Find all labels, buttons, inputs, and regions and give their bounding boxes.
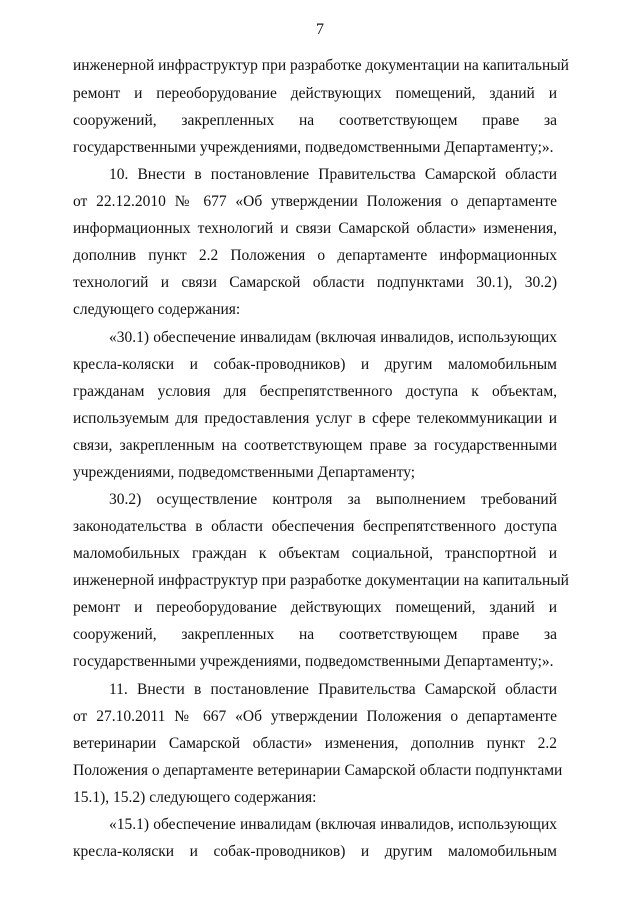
text-line: кресла-коляски и собак-проводников) и другим маломобильным [73, 843, 557, 860]
text-line: ремонт и переоборудование действующих помещений, зданий и [73, 85, 557, 102]
text-line: учреждениями, подведомственными Департаменту; [73, 464, 416, 481]
text-line: дополнив пункт 2.2 Положения о департаменте информационных [73, 247, 557, 264]
text-line: инженерной инфраструктур при разработке документации на капитальный [73, 572, 569, 589]
text-line: используемым для предоставления услуг в сфере телекоммуникации и [73, 410, 557, 427]
text-line: информационных технологий и связи Самарской области» изменения, [73, 220, 557, 237]
text-line: технологий и связи Самарской области подпунктами 30.1), 30.2) [73, 274, 557, 291]
text-line: «30.1) обеспечение инвалидам (включая инвалидов, использующих [109, 329, 557, 346]
text-line: от 22.12.2010 № 677 «Об утверждении Положения о департаменте [73, 193, 557, 210]
text-line: государственными учреждениями, подведомственными Департаменту;». [73, 139, 554, 156]
text-line: следующего содержания: [73, 301, 241, 318]
text-line: государственными учреждениями, подведомственными Департаменту;». [73, 653, 554, 670]
text-line: Положения о департаменте ветеринарии Самарской области подпунктами [73, 762, 563, 779]
text-line: связи, закрепленным на соответствующем праве за государственными [73, 437, 557, 454]
text-line: инженерной инфраструктур при разработке документации на капитальный [73, 57, 569, 74]
text-line: ветеринарии Самарской области» изменения, дополнив пункт 2.2 [73, 735, 557, 752]
text-line: сооружений, закрепленных на соответствующем праве за [73, 626, 557, 643]
text-line: гражданам условия для беспрепятственного доступа к объектам, [73, 383, 557, 400]
text-line: 10. Внести в постановление Правительства Самарской области [109, 166, 557, 183]
text-line: сооружений, закрепленных на соответствующем праве за [73, 112, 557, 129]
text-line: законодательства в области обеспечения беспрепятственного доступа [73, 518, 557, 535]
text-line: «15.1) обеспечение инвалидам (включая инвалидов, использующих [109, 816, 557, 833]
text-line: ремонт и переоборудование действующих помещений, зданий и [73, 599, 557, 616]
text-line: маломобильных граждан к объектам социальной, транспортной и [73, 545, 557, 562]
text-line: от 27.10.2011 № 667 «Об утверждении Положения о департаменте [73, 708, 557, 725]
text-line: 15.1), 15.2) следующего содержания: [73, 789, 317, 806]
page-number: 7 [316, 21, 324, 38]
text-line: кресла-коляски и собак-проводников) и другим маломобильным [73, 356, 557, 373]
text-line: 30.2) осуществление контроля за выполнением требований [109, 491, 557, 508]
text-line: 11. Внести в постановление Правительства Самарской области [109, 681, 557, 698]
